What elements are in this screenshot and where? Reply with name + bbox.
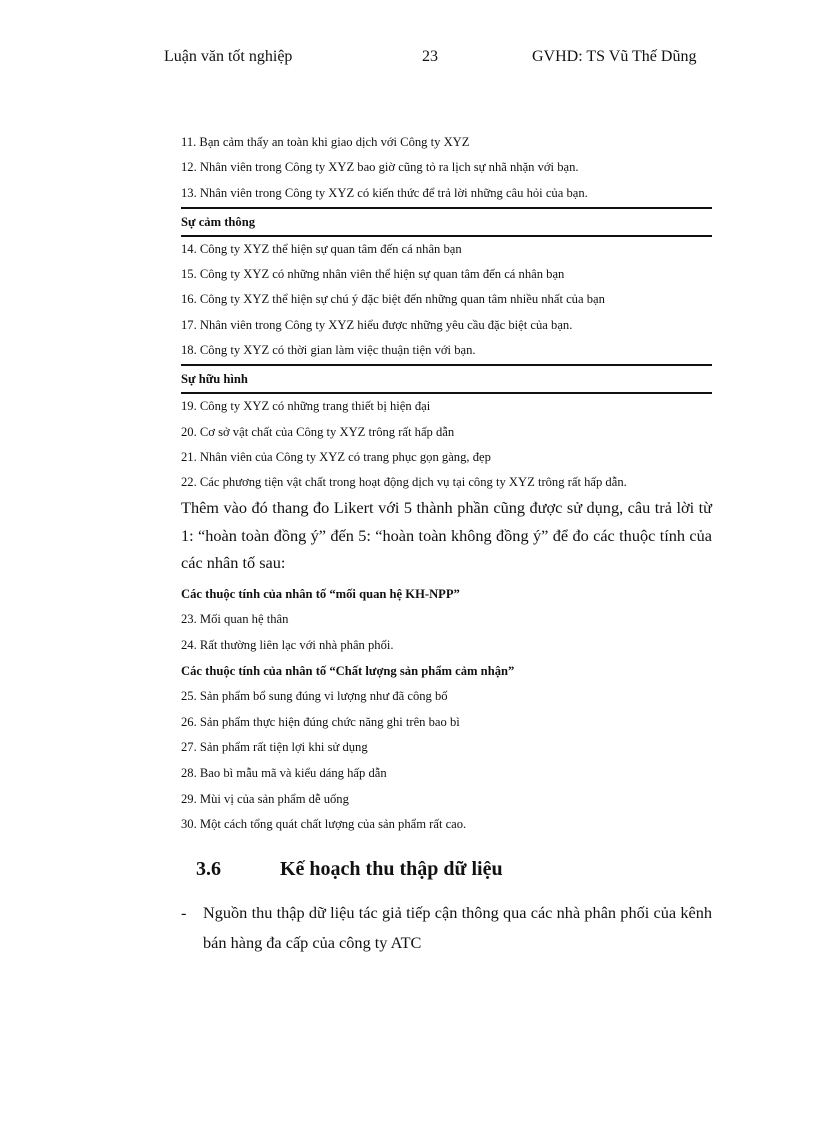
attribute-item: 23. Mối quan hệ thân: [181, 612, 289, 626]
survey-item: 20. Cơ sở vật chất của Công ty XYZ trông rất hấp dẫn: [181, 424, 455, 439]
section-empathy-header: Sự cảm thông: [181, 207, 712, 237]
survey-item: 15. Công ty XYZ có những nhân viên thể hiện sự quan tâm đến cá nhân bạn: [181, 267, 565, 282]
survey-item: 21. Nhân viên của Công ty XYZ có trang phục gọn gàng, đẹp: [181, 449, 491, 464]
header-thesis-label: Luận văn tốt nghiệp: [164, 48, 293, 65]
bullet-text: Nguồn thu thập dữ liệu tác giả tiếp cận thông qua các nhà phân phối của kênh bán hàng đa cấp của công ty ATC: [203, 903, 712, 952]
relationship-attributes-heading: Các thuộc tính của nhân tố “mối quan hệ KH-NPP”: [181, 587, 460, 601]
survey-item: 13. Nhân viên trong Công ty XYZ có kiến thức để trả lời những câu hỏi của bạn.: [181, 185, 588, 200]
survey-item: 19. Công ty XYZ có những trang thiết bị hiện đại: [181, 399, 431, 414]
likert-paragraph: Thêm vào đó thang đo Likert với 5 thành phần cũng được sử dụng, câu trả lời từ 1: “hoàn toàn đồng ý” đến 5: “hoàn toàn không đồng ý” để đo các thuộc tính của các nhân tố sau:: [181, 498, 712, 572]
attribute-item: 29. Mùi vị của sản phẩm dễ uống: [181, 791, 349, 806]
page-number: 23: [422, 48, 438, 65]
survey-item: 18. Công ty XYZ có thời gian làm việc thuận tiện với bạn.: [181, 343, 476, 358]
header-advisor: GVHD: TS Vũ Thế Dũng: [532, 48, 697, 65]
attribute-item: 30. Một cách tổng quát chất lượng của sản phẩm rất cao.: [181, 817, 467, 832]
attribute-item: 25. Sản phẩm bổ sung đúng vi lượng như đã công bố: [181, 689, 448, 704]
bullet-paragraph: [181, 898, 712, 958]
survey-item: 12. Nhân viên trong Công ty XYZ bao giờ cũng tỏ ra lịch sự nhã nhặn với bạn.: [181, 160, 579, 175]
bullet-dash: -: [181, 903, 187, 922]
survey-item: 17. Nhân viên trong Công ty XYZ hiểu được những yêu cầu đặc biệt của bạn.: [181, 317, 573, 332]
survey-item: 22. Các phương tiện vật chất trong hoạt động dịch vụ tại công ty XYZ trông rất hấp dẫn.: [181, 475, 627, 490]
survey-table: [181, 130, 712, 496]
quality-attributes-heading: Các thuộc tính của nhân tố “Chất lượng sản phẩm cảm nhận”: [181, 664, 515, 679]
survey-item: 14. Công ty XYZ thể hiện sự quan tâm đến cá nhân bạn: [181, 241, 462, 256]
attribute-list: [181, 581, 712, 838]
section-heading: [196, 858, 503, 881]
attribute-item: 24. Rất thường liên lạc với nhà phân phối.: [181, 637, 394, 652]
page-header: [0, 48, 816, 72]
attribute-item: 28. Bao bì mẫu mã và kiểu dáng hấp dẫn: [181, 765, 387, 780]
survey-item: 11. Bạn cảm thấy an toàn khi giao dịch với Công ty XYZ: [181, 135, 470, 149]
section-title: Kế hoạch thu thập dữ liệu: [280, 858, 503, 880]
section-number: 3.6: [196, 858, 221, 880]
section-tangibles-header: Sự hữu hình: [181, 364, 712, 394]
survey-item: 16. Công ty XYZ thể hiện sự chú ý đặc biệt đến những quan tâm nhiều nhất của bạn: [181, 292, 605, 307]
attribute-item: 27. Sản phẩm rất tiện lợi khi sử dụng: [181, 740, 368, 755]
attribute-item: 26. Sản phẩm thực hiện đúng chức năng ghi trên bao bì: [181, 714, 460, 729]
